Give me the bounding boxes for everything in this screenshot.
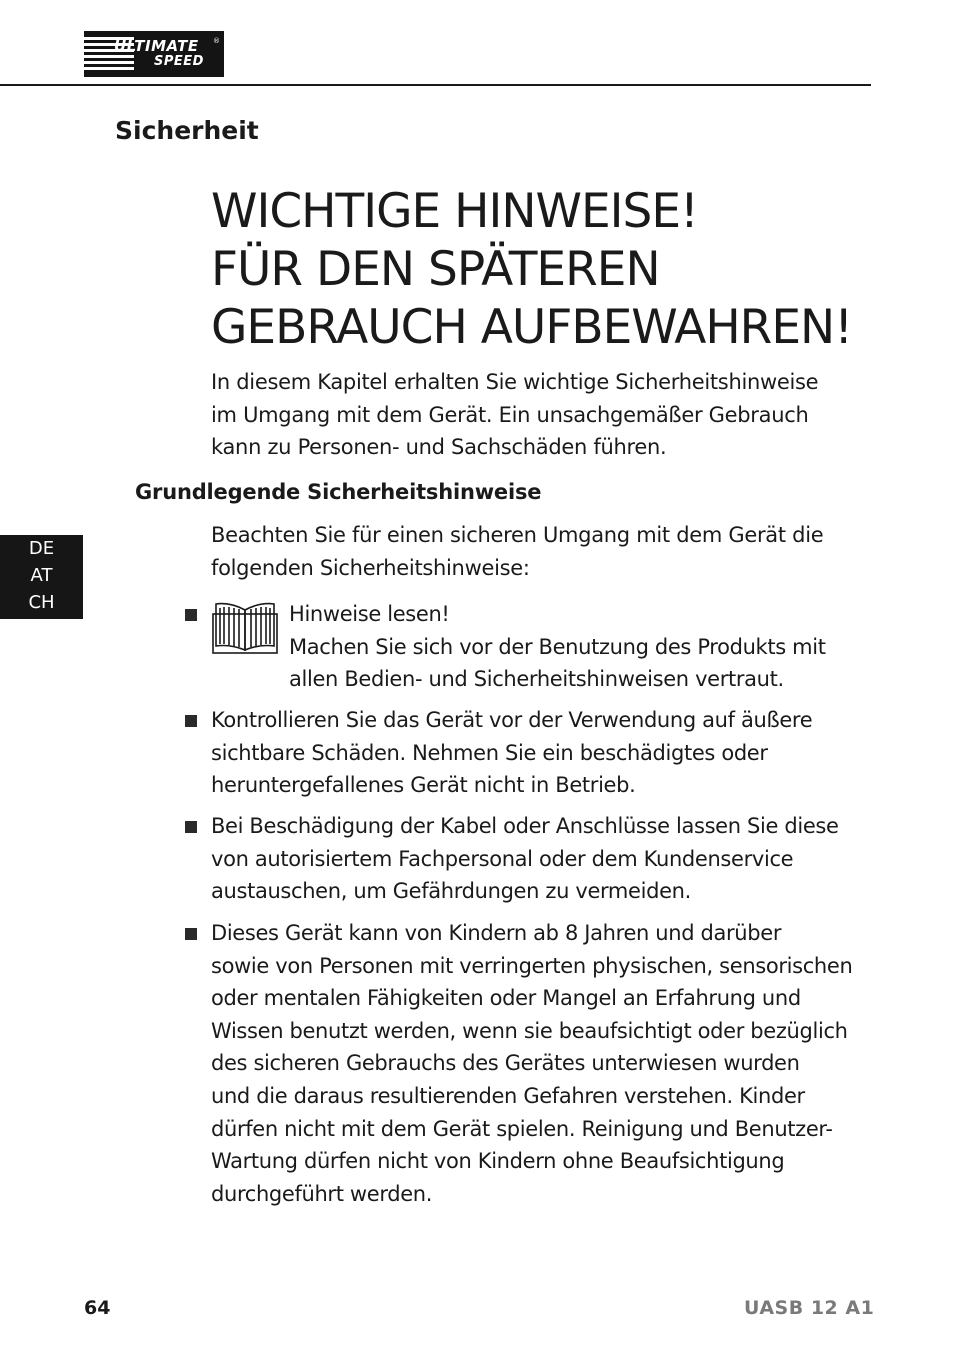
intro-line: im Umgang mit dem Gerät. Ein unsachgemäßer Gebrauch <box>211 402 809 427</box>
book-icon <box>212 602 278 654</box>
language-code: DE <box>28 538 55 559</box>
bullet-square-icon <box>185 821 197 833</box>
list-item-line: des sicheren Gebrauchs des Gerätes unterwiesen wurden <box>211 1051 800 1076</box>
subheading: Grundlegende Sicherheitshinweise <box>135 480 542 504</box>
list-item-line: sichtbare Schäden. Nehmen Sie ein beschädigtes oder <box>211 740 768 765</box>
list-item-line: und die daraus resultierenden Gefahren verstehen. Kinder <box>211 1083 805 1108</box>
model-number: UASB 12 A1 <box>744 1297 875 1319</box>
list-item-line: Wartung dürfen nicht von Kindern ohne Beaufsichtigung <box>211 1149 785 1174</box>
list-item-line: von autorisiertem Fachpersonal oder dem Kundenservice <box>211 846 794 871</box>
lead-paragraph <box>211 519 851 584</box>
list-item-line: heruntergefallenes Gerät nicht in Betrieb. <box>211 773 636 798</box>
lead-line: Beachten Sie für einen sicheren Umgang mit dem Gerät die <box>211 523 824 547</box>
page-title <box>211 183 891 357</box>
list-item-line: Wissen benutzt werden, wenn sie beaufsichtigt oder bezüglich <box>211 1018 848 1043</box>
list-item-text <box>211 704 841 802</box>
list-item-line: Kontrollieren Sie das Gerät vor der Verwendung auf äußere <box>211 708 813 732</box>
language-code: CH <box>28 592 55 613</box>
intro-line: In diesem Kapitel erhalten Sie wichtige Sicherheitshinweise <box>211 370 819 394</box>
bullet-square-icon <box>185 715 197 727</box>
title-line: WICHTIGE HINWEISE! <box>211 184 698 239</box>
logo-text-speed: SPEED <box>154 54 204 69</box>
list-item-line: Bei Beschädigung der Kabel oder Anschlüsse lassen Sie diese <box>211 814 839 838</box>
list-item-text <box>289 598 849 696</box>
list-item-text <box>211 917 853 1210</box>
bullet-square-icon <box>185 609 197 621</box>
title-line: FÜR DEN SPÄTEREN <box>211 242 660 297</box>
intro-paragraph <box>211 366 851 464</box>
section-title: Sicherheit <box>115 116 259 145</box>
logo-text-ultimate: ULTIMATE <box>114 37 199 55</box>
list-item-line: Machen Sie sich vor der Benutzung des Produkts mit <box>289 634 826 659</box>
list-item-line: sowie von Personen mit verringerten physischen, sensorischen <box>211 953 853 978</box>
bullet-square-icon <box>185 928 197 940</box>
list-item-line: austauschen, um Gefährdungen zu vermeiden. <box>211 879 691 904</box>
registered-mark: ® <box>213 37 220 45</box>
lead-line: folgenden Sicherheitshinweise: <box>211 555 530 580</box>
header-rule <box>0 84 871 86</box>
language-tab <box>0 535 83 619</box>
brand-logo <box>84 31 224 77</box>
page-number: 64 <box>84 1297 111 1319</box>
list-item-line: durchgeführt werden. <box>211 1181 433 1206</box>
title-line: GEBRAUCH AUFBEWAHREN! <box>211 300 853 355</box>
list-item-line: Hinweise lesen! <box>289 602 450 626</box>
list-item-line: oder mentalen Fähigkeiten oder Mangel an Erfahrung und <box>211 986 801 1011</box>
intro-line: kann zu Personen- und Sachschäden führen. <box>211 435 667 460</box>
list-item-text <box>211 810 841 908</box>
list-item-line: allen Bedien- und Sicherheitshinweisen vertraut. <box>289 667 784 692</box>
list-item-line: dürfen nicht mit dem Gerät spielen. Reinigung und Benutzer- <box>211 1116 833 1141</box>
language-code: AT <box>30 565 53 586</box>
list-item-line: Dieses Gerät kann von Kindern ab 8 Jahren und darüber <box>211 921 782 945</box>
